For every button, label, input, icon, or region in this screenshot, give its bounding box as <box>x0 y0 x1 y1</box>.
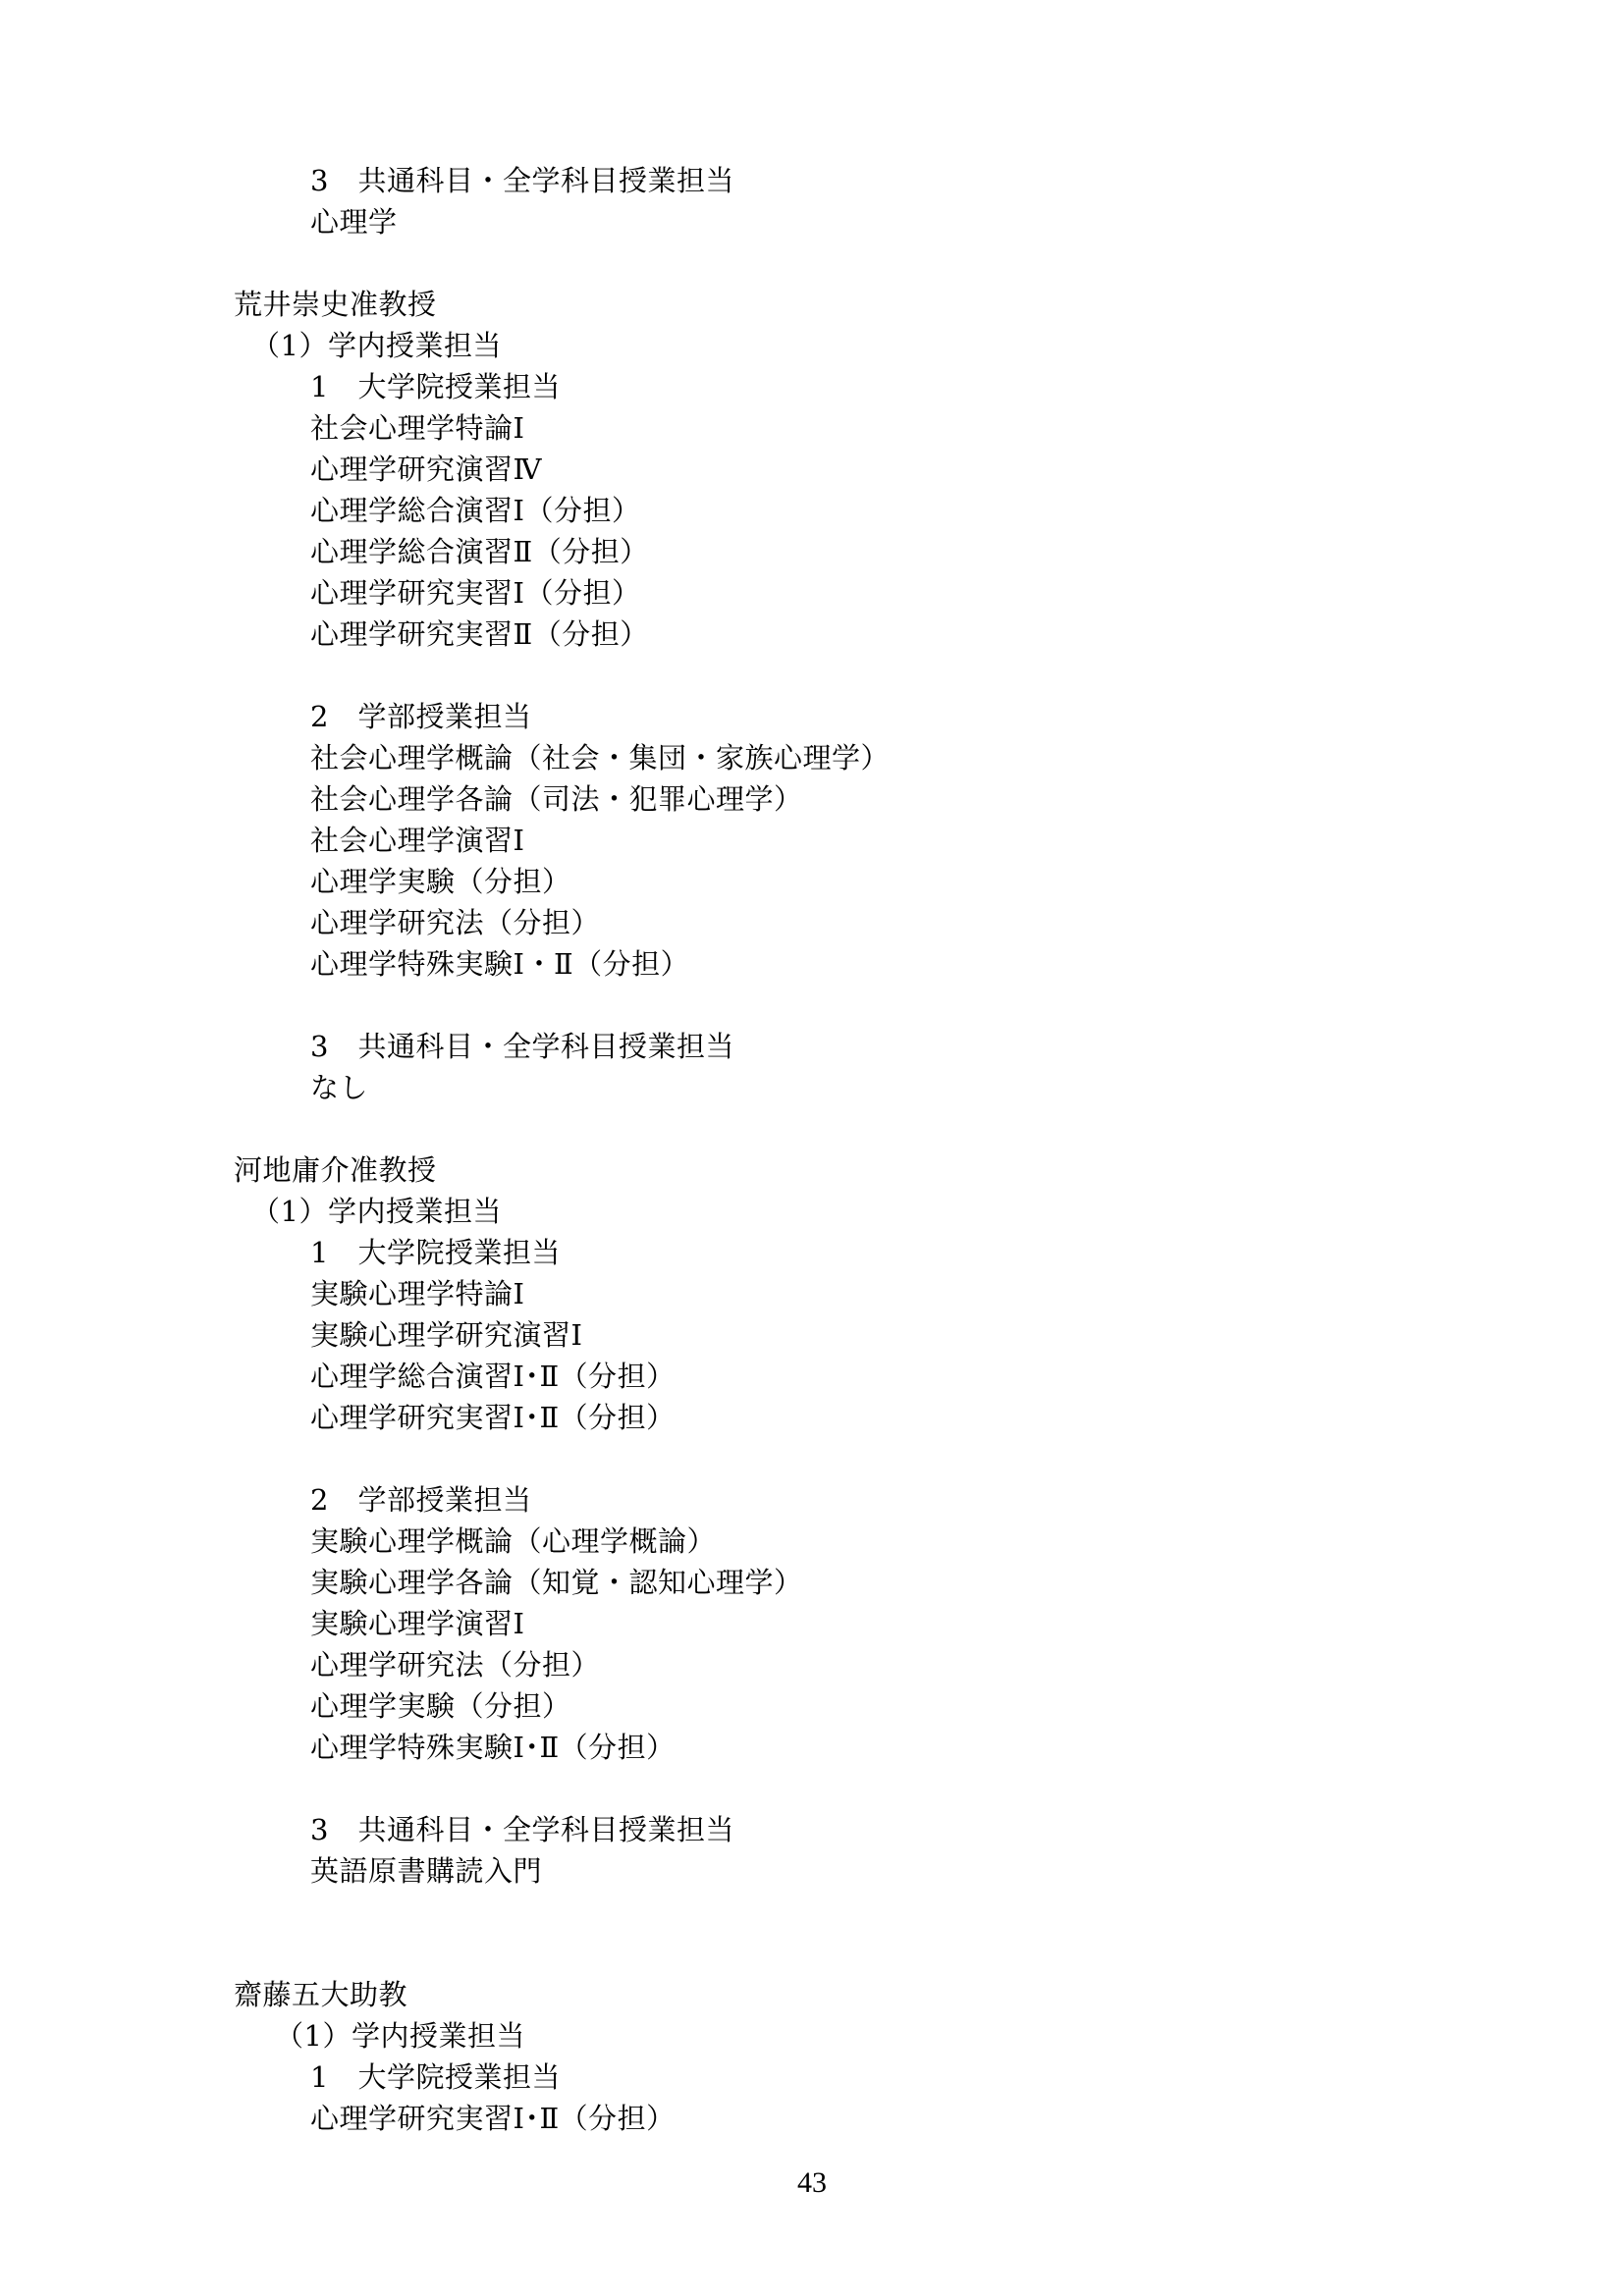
page-number: 43 <box>797 2166 827 2199</box>
section-heading: 1 大学院授業担当 <box>310 1236 561 1269</box>
section-heading: 1 大学院授業担当 <box>310 370 561 403</box>
section-heading: 3 共通科目・全学科目授業担当 <box>310 164 734 197</box>
course-item: 心理学特殊実験Ⅰ･Ⅱ（分担） <box>310 1731 676 1764</box>
subsection-heading: （1）学内授業担当 <box>251 329 502 362</box>
course-item: 心理学研究実習Ⅰ（分担） <box>310 576 641 610</box>
course-item: 心理学総合演習Ⅰ･Ⅱ（分担） <box>310 1360 676 1393</box>
course-item: 社会心理学各論（司法・犯罪心理学） <box>310 782 803 816</box>
course-item: 心理学研究実習Ⅱ（分担） <box>310 617 649 651</box>
course-item: 実験心理学特論Ⅰ <box>310 1277 525 1310</box>
course-item: 心理学研究実習Ⅰ･Ⅱ（分担） <box>310 1401 676 1434</box>
faculty-name: 齋藤五大助教 <box>234 1978 408 2011</box>
section-heading: 3 共通科目・全学科目授業担当 <box>310 1813 734 1846</box>
course-item: 実験心理学演習Ⅰ <box>310 1607 525 1640</box>
subsection-heading: （1）学内授業担当 <box>275 2019 525 2053</box>
course-item: 英語原書購読入門 <box>310 1854 543 1888</box>
course-item: 心理学研究実習Ⅰ･Ⅱ（分担） <box>310 2102 676 2135</box>
course-item: 心理学 <box>310 205 398 239</box>
course-item: 心理学実験（分担） <box>310 1689 571 1723</box>
faculty-name: 荒井崇史准教授 <box>234 288 437 321</box>
subsection-heading: （1）学内授業担当 <box>251 1195 502 1228</box>
course-item: 実験心理学概論（心理学概論） <box>310 1524 717 1558</box>
course-item: 社会心理学特論Ⅰ <box>310 411 525 445</box>
course-item: なし <box>310 1071 369 1104</box>
course-item: 心理学実験（分担） <box>310 865 571 898</box>
course-item: 実験心理学各論（知覚・認知心理学） <box>310 1566 803 1599</box>
course-item: 心理学総合演習Ⅱ（分担） <box>310 535 649 568</box>
section-heading: 1 大学院授業担当 <box>310 2060 561 2094</box>
course-item: 心理学研究法（分担） <box>310 1648 601 1682</box>
course-item: 社会心理学概論（社会・集団・家族心理学） <box>310 741 891 774</box>
section-heading: 3 共通科目・全学科目授業担当 <box>310 1030 734 1063</box>
course-item: 心理学特殊実験Ⅰ・Ⅱ（分担） <box>310 947 690 981</box>
course-item: 社会心理学演習Ⅰ <box>310 824 525 857</box>
course-item: 実験心理学研究演習Ⅰ <box>310 1318 583 1352</box>
course-item: 心理学研究演習Ⅳ <box>310 453 542 486</box>
course-item: 心理学研究法（分担） <box>310 906 601 939</box>
course-item: 心理学総合演習Ⅰ（分担） <box>310 494 641 527</box>
section-heading: 2 学部授業担当 <box>310 700 532 733</box>
faculty-name: 河地庸介准教授 <box>234 1153 437 1187</box>
section-heading: 2 学部授業担当 <box>310 1483 532 1517</box>
